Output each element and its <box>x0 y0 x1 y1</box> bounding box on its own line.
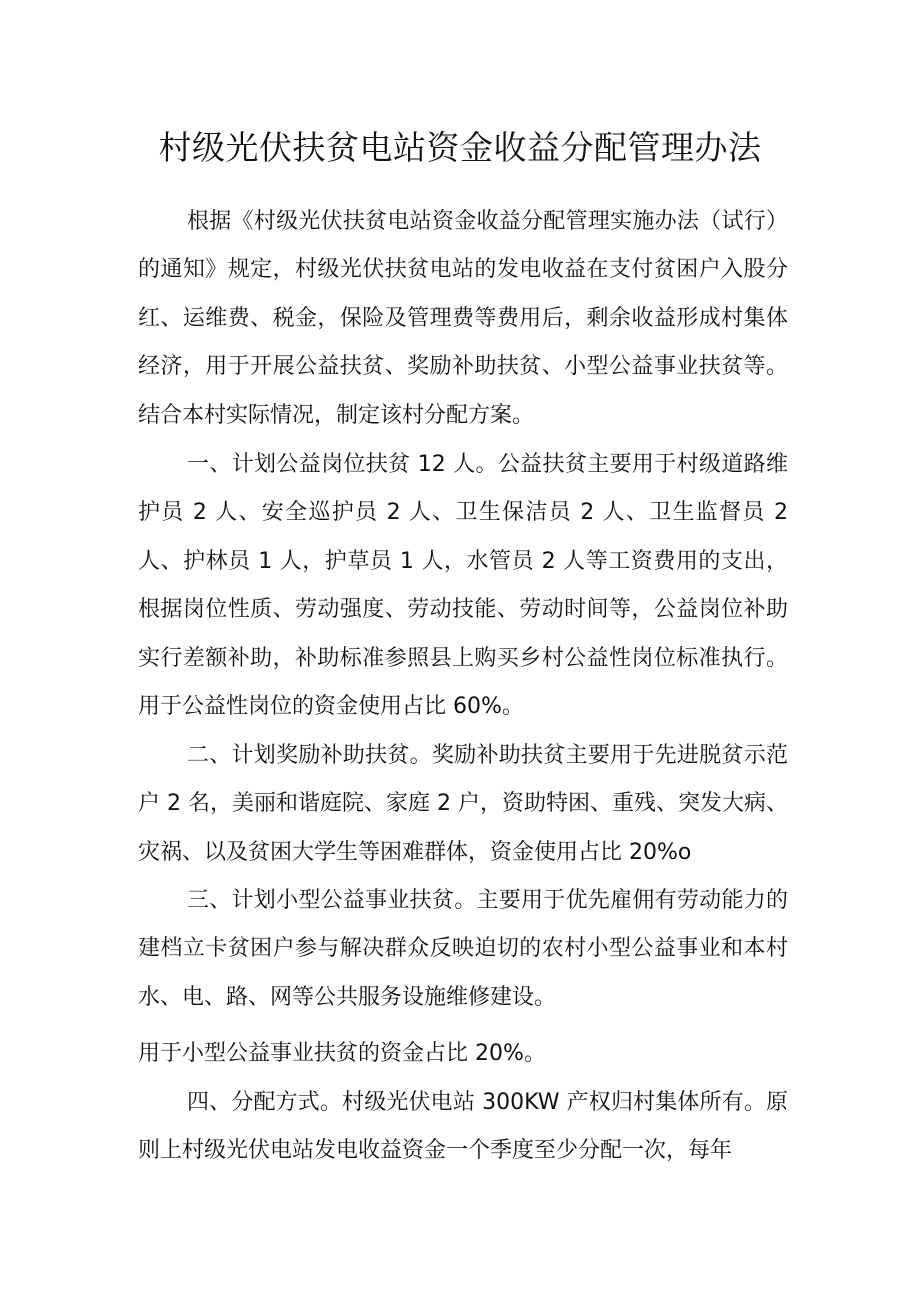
paragraph-intro: 根据《村级光伏扶贫电站资金收益分配管理实施办法（试行）的通知》规定，村级光伏扶贫电站的发电收益在支付贫困户入股分红、运维费、税金，保险及管理费等费用后，剩余收益形成村集体经济，用于开展公益扶贫、奖励补助扶贫、小型公益事业扶贫等。结合本村实际情况，制定该村分配方案。 <box>138 209 788 428</box>
paragraph-section-3: 三、计划小型公益事业扶贫。主要用于优先雇佣有劳动能力的建档立卡贫困户参与解决群众反映迫切的农村小型公益事业和本村水、电、路、网等公共服务设施维修建设。 <box>138 888 788 1010</box>
paragraph-section-2: 二、计划奖励补助扶贫。奖励补助扶贫主要用于先进脱贫示范户 2 名，美丽和谐庭院、家庭 2 户，资助特困、重残、突发大病、灾祸、以及贫困大学生等困难群体，资金使用占比 20%o <box>138 743 788 865</box>
paragraph-section-1: 一、计划公益岗位扶贫 12 人。公益扶贫主要用于村级道路维护员 2 人、安全巡护员 2 人、卫生保洁员 2 人、卫生监督员 2 人、护林员 1 人，护草员 1 人，水管员 2 人等工资费用的支出，根据岗位性质、劳动强度、劳动技能、劳动时间等，公益岗位补助实行差额补助，补助标准参照县上购买乡村公益性岗位标准执行。用于公益性岗位的资金使用占比 60%。 <box>138 452 788 720</box>
paragraph-section-3-ratio: 用于小型公益事业扶贫的资金占比 20%。 <box>138 1041 546 1066</box>
document-title: 村级光伏扶贫电站资金收益分配管理办法 <box>158 128 762 167</box>
paragraph-section-4: 四、分配方式。村级光伏电站 300KW 产权归村集体所有。原则上村级光伏电站发电收益资金一个季度至少分配一次，每年 <box>138 1090 788 1164</box>
